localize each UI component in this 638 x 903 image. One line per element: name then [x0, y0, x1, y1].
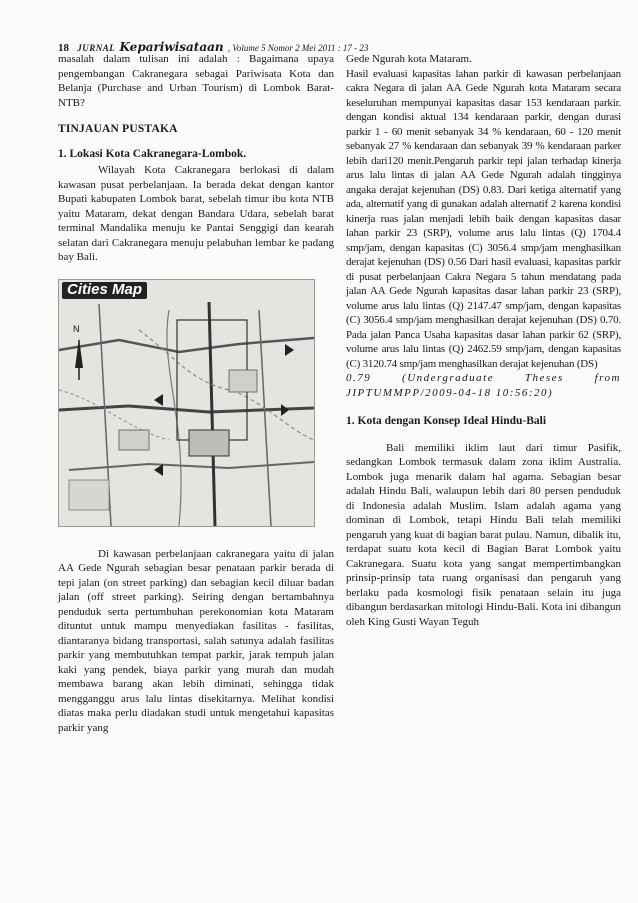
subsection-heading: 1. Lokasi Kota Cakranegara-Lombok.	[58, 147, 247, 160]
location-paragraph: Wilayah Kota Cakranegara berlokasi di dalam kawasan pusat perbelanjaan. Ia berada dekat dengan kantor Bupati kabupaten Lombok barat, sebelah timur ibu kota NTB yaitu Mataram, dekat dengan Bandara Udara, sebelah barat terminal Mandalika menuju ke Pantai Senggigi dan kearah selatan dari Cakranegara menuju pelabuhan lembar ke padang bay Bali.	[58, 164, 334, 263]
subsection-heading-2: 1. Kota dengan Konsep Ideal Hindu-Bali	[346, 415, 547, 427]
svg-text:N: N	[73, 323, 80, 334]
reference-citation: 0.79 (Undergraduate Theses from JIPTUMMPP/2009-04-18 10:56:20)	[346, 372, 621, 399]
section-heading: TINJAUAN PUSTAKA	[58, 123, 178, 135]
journal-name: JURNAL	[77, 43, 116, 53]
journal-brand: Kepariwisataan	[119, 40, 224, 54]
map-title: Cities Map	[62, 282, 147, 300]
evaluation-paragraph: Hasil evaluasi kapasitas lahan parkir di kawasan perbelanjaan cakra Negara di jalan AA Gede Ngurah kota Mataram secara keseluruhan mempunyai kapasitas dasar 153 kendaraan parkir. dengan kondisi aktual 134 kendaraan parkir, dengan durasi parkir 1 - 60 menit sebanyak 34 % kendaraan, 60 - 120 menit sebanyak 27 % kendaraan dan sebanyak 39 % kendaraan parker lebih dari120 menit.Pengaruh parkir tepi jalan terhadap kinerja arus lalu lintas di jalan AA Gede Ngurah adalah tingginya angaka derajat kejenuhan (DS) 0.83. Dari ketiga alternatif yang ada, alternatif yang di gunakan adalah alternatif 2 karena kondisi kinerja ruas jalan menjadi lebih baik dengan kapasitas dasar lahan parkir 23 (SRP), volume arus lalu lintas (Q) 1704.4 smp/jam, dengan kapasitas (C) 3056.4 smp/jam menghasilkan derajat kejenuhan (DS) 0.56 Dari hasil evaluasi, kapasitas parkir di pusat perbelanjaan Cakra Negara 5 tahun mendatang pada jalan AA Gede Ngurah kapasitas dasar lahan parkir 23 (SRP), volume arus lalu lintas (Q) 2147.47 smp/jam, dengan kapasitas (C) 3056.4 smp/jam menghasilkan derajat kejenuhan (DS) 0.70. Pada jalan Panca Usaha kapasitas dasar lahan parkir 62 (SRP), volume arus lalu lintas (Q) 2462.59 smp/jam, dengan kapasitas (C) 3120.74 smp/jam menghasilkan derajat kejenuhan (DS)	[346, 67, 621, 370]
page-number: 18	[58, 42, 69, 54]
intro-paragraph: masalah dalam tulisan ini adalah : Bagaimana upaya pengembangan Cakranegara sebagai Pariwisata Kota dan Belanja (Purchase and Urban Tourism) di Lombok Barat-NTB?	[58, 53, 334, 109]
left-column	[58, 52, 334, 735]
volume-info: , Volume 5 Nomor 2 Mei 2011 : 17 - 23	[227, 43, 369, 53]
map-drawing	[59, 280, 314, 526]
parking-paragraph: Di kawasan perbelanjaan cakranegara yaitu di jalan AA Gede Ngurah sebagian besar penataan parkir berada di tepi jalan (on street parking) dan sebagian kecil diluar badan jalan (off street parking). Seiring dengan bertambahnya penduduk serta pertumbuhan perekonomian kota Mataram dituntut untuk mampu menyediakan fasilitas - fasilitas, diantaranya bidang transportasi, salah satunya adalah fasilitas parkir yang membutuhkan tempat parkir, jarak tempuh jalan kaki yang pendek, biaya parkir yang murah dan mudah membawa barang akan lebih diminati, sehingga tidak mengganggu arus lalu lintas disekitarnya. Melihat kondisi diatas maka perlu diadakan studi untuk mengetahui kapasitas parkir yang	[58, 547, 334, 734]
right-column	[346, 52, 621, 629]
hindu-bali-paragraph: Bali memiliki iklim laut dari timur Pasifik, sedangkan Lombok termasuk dalam zona iklim Australia. Lombok juga menarik dalam hal agama. Sebagian besar adalah Hindu Bali, walaupun lebih dari 80 persen penduduk di Indonesia adalah Muslim. Islam adalah agama yang dominan di Lombok, tetapi Hindu Bali telah memiliki pengaruh yang kuat di bagian barat pulau. Namun, dibalik itu, terdapat suatu kota kecil di Bagian Barat Lombok yaitu Cakranegara. Suatu kota yang sangat mempertimbangkan prinsip-prinsip tata ruang organisasi dan pengaruh yang berlaku pada kosmologi fisik penataan selain itu juga dibangun berdasarkan mitologi Hindu-Bali. Kota ini dibangun oleh King Gusti Wayan Teguh	[346, 441, 621, 628]
city-map-image	[58, 279, 315, 527]
continuation-line: Gede Ngurah kota Mataram.	[346, 53, 472, 65]
